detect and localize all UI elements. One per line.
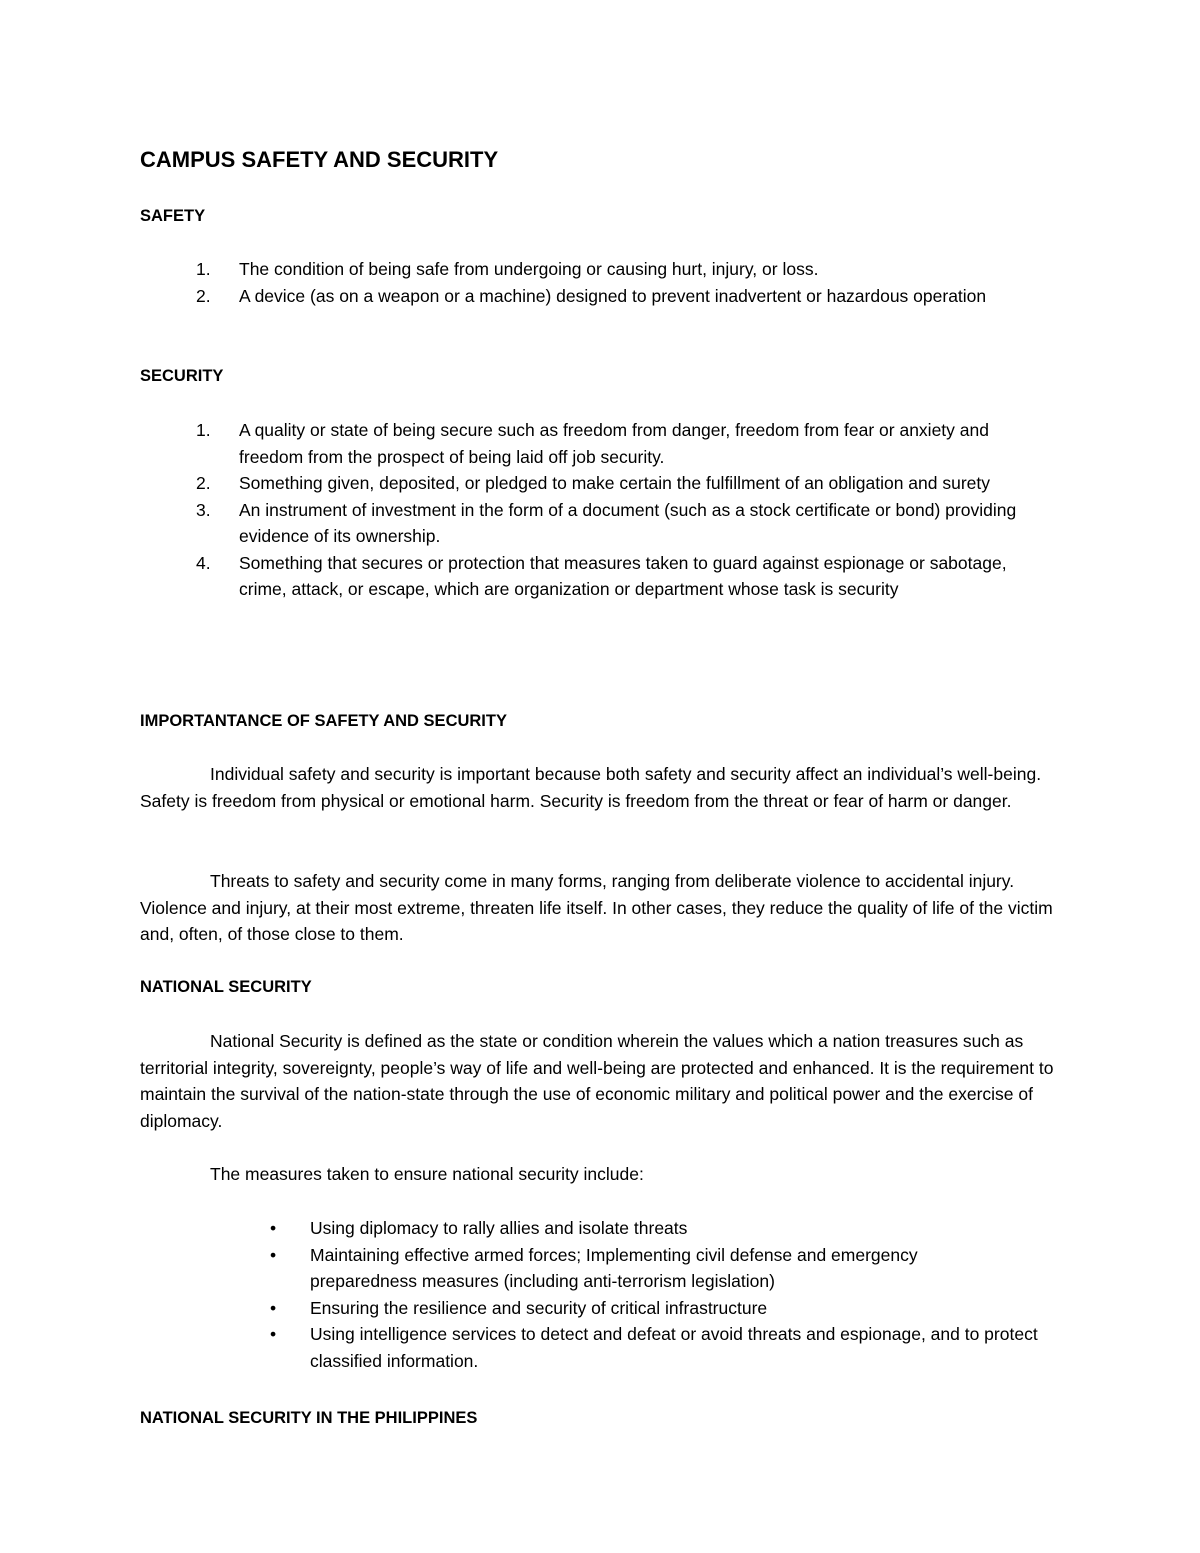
bullet-icon: • [270, 1297, 277, 1318]
national-security-heading: NATIONAL SECURITY [140, 978, 312, 996]
importance-paragraph-1: Individual safety and security is important because both safety and security affect an individual’s well-being. Safety is freedom from physical or emotional harm. Security is freedom from the threat or fear of harm or danger. [140, 764, 1042, 811]
list-item-text: An instrument of investment in the form of a document (such as a stock certificate or bond) providing evidence of its ownership. [239, 499, 1017, 546]
list-number: 1. [196, 420, 211, 440]
list-item-text: The condition of being safe from undergoing or causing hurt, injury, or loss. [239, 259, 819, 279]
bullet-icon: • [270, 1218, 277, 1238]
measures-intro: The measures taken to ensure national security include: [210, 1164, 644, 1184]
measures-list [270, 1215, 1070, 1374]
safety-list [196, 256, 1056, 309]
list-item-text: Using intelligence services to detect and defeat or avoid threats and espionage, and to protect classified information. [310, 1324, 1038, 1371]
bullet-icon: • [270, 1244, 277, 1265]
philippines-heading: NATIONAL SECURITY IN THE PHILIPPINES [140, 1409, 478, 1427]
list-number: 4. [196, 552, 211, 573]
list-item [196, 417, 1036, 470]
list-item [196, 550, 1036, 603]
list-item [196, 497, 1036, 550]
list-item [196, 283, 1029, 310]
list-item-text: Something that secures or protection that measures taken to guard against espionage or sabotage, crime, attack, or escape, which are organization or department whose task is security [239, 552, 1007, 599]
document-title: CAMPUS SAFETY AND SECURITY [140, 147, 499, 172]
importance-heading: IMPORTANTANCE OF SAFETY AND SECURITY [140, 712, 507, 730]
importance-paragraph-2: Threats to safety and security come in many forms, ranging from deliberate violence to accidental injury. Violence and injury, at their most extreme, threaten life itself. In other cases, they reduce the quality of life of the victim and, often, of those close to them. [140, 871, 1053, 944]
list-number: 2. [196, 285, 211, 306]
list-item [270, 1321, 1050, 1374]
list-item-text: Something given, deposited, or pledged to make certain the fulfillment of an obligation and surety [239, 473, 991, 493]
list-item-text: A device (as on a weapon or a machine) designed to prevent inadvertent or hazardous operation [239, 285, 987, 306]
list-number: 3. [196, 499, 211, 520]
list-item-text: Ensuring the resilience and security of critical infrastructure [310, 1297, 768, 1318]
list-item [270, 1295, 1070, 1322]
list-item [196, 470, 1036, 497]
list-number: 1. [196, 259, 211, 279]
list-item-text: Maintaining effective armed forces; Implementing civil defense and emergency preparedness measures (including anti-terrorism legislation) [310, 1244, 918, 1291]
list-item-text: A quality or state of being secure such as freedom from danger, freedom from fear or anxiety and freedom from the prospect of being laid off job security. [239, 420, 989, 467]
list-item-text: Using diplomacy to rally allies and isolate threats [310, 1218, 688, 1238]
list-item [196, 256, 1056, 283]
list-number: 2. [196, 473, 211, 493]
security-heading: SECURITY [140, 367, 224, 385]
bullet-icon: • [270, 1324, 277, 1344]
national-security-paragraph: National Security is defined as the state or condition wherein the values which a nation treasures such as territorial integrity, sovereignty, people’s way of life and well-being are protected and enhanced. It is the requirement to maintain the survival of the nation-state through the use of economic military and political power and the exercise of diplomacy. [140, 1031, 1054, 1131]
list-item [270, 1242, 1010, 1295]
list-item [270, 1215, 1070, 1242]
safety-heading: SAFETY [140, 207, 206, 225]
security-list [196, 417, 1036, 603]
